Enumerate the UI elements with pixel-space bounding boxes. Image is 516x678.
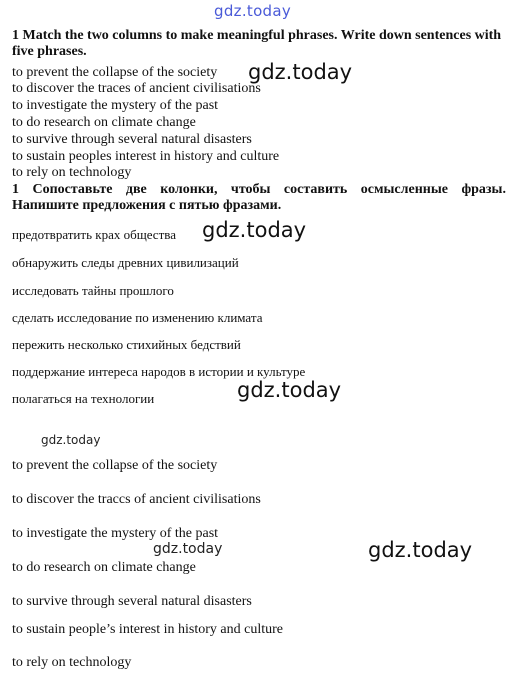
phrase-en: to survive through several natural disasters	[12, 132, 252, 147]
watermark: gdz.today	[41, 433, 101, 447]
phrase-ru: пережить несколько стихийных бедствий	[12, 337, 241, 352]
answer-phrase: to rely on technology	[12, 655, 132, 670]
answer-phrase: to investigate the mystery of the past	[12, 526, 219, 541]
watermark: gdz.today	[153, 541, 223, 557]
answer-phrase: to discover the traccs of ancient civilisations	[12, 492, 261, 507]
phrase-en: to rely on technology	[12, 165, 132, 180]
answer-phrase: to prevent the collapse of the society	[12, 458, 218, 473]
watermark: gdz.today	[237, 378, 342, 402]
phrase-ru: сделать исследование по изменению климата	[12, 310, 263, 325]
watermark: gdz.today	[368, 538, 473, 562]
task-title-en: 1 Match the two columns to make meaningful phrases. Write down sentences with five phrases.	[12, 28, 502, 59]
phrase-ru: обнаружить следы древних цивилизаций	[12, 255, 239, 270]
phrase-en: to do research on climate change	[12, 115, 196, 130]
phrase-ru: полагаться на технологии	[12, 391, 155, 406]
phrase-ru: исследовать тайны прошлого	[12, 283, 174, 298]
answer-phrase: to sustain people’s interest in history and culture	[12, 622, 284, 637]
phrase-ru: поддержание интереса народов в истории и культуре	[12, 364, 306, 379]
watermark: gdz.today	[248, 60, 353, 84]
watermark: gdz.today	[202, 218, 307, 242]
watermark-top: gdz.today	[214, 2, 292, 20]
phrase-en: to investigate the mystery of the past	[12, 98, 219, 113]
phrase-en: to prevent the collapse of the society	[12, 65, 218, 80]
phrase-en: to sustain peoples interest in history and culture	[12, 149, 280, 164]
phrase-en: to discover the traces of ancient civilisations	[12, 81, 261, 96]
task-title-ru: 1 Сопоставьте две колонки, чтобы составить осмысленные фразы. Напишите предложения с пятью фразами.	[12, 182, 506, 213]
answer-phrase: to do research on climate change	[12, 560, 196, 575]
phrase-ru: предотвратить крах общества	[12, 227, 176, 242]
answer-phrase: to survive through several natural disasters	[12, 594, 252, 609]
